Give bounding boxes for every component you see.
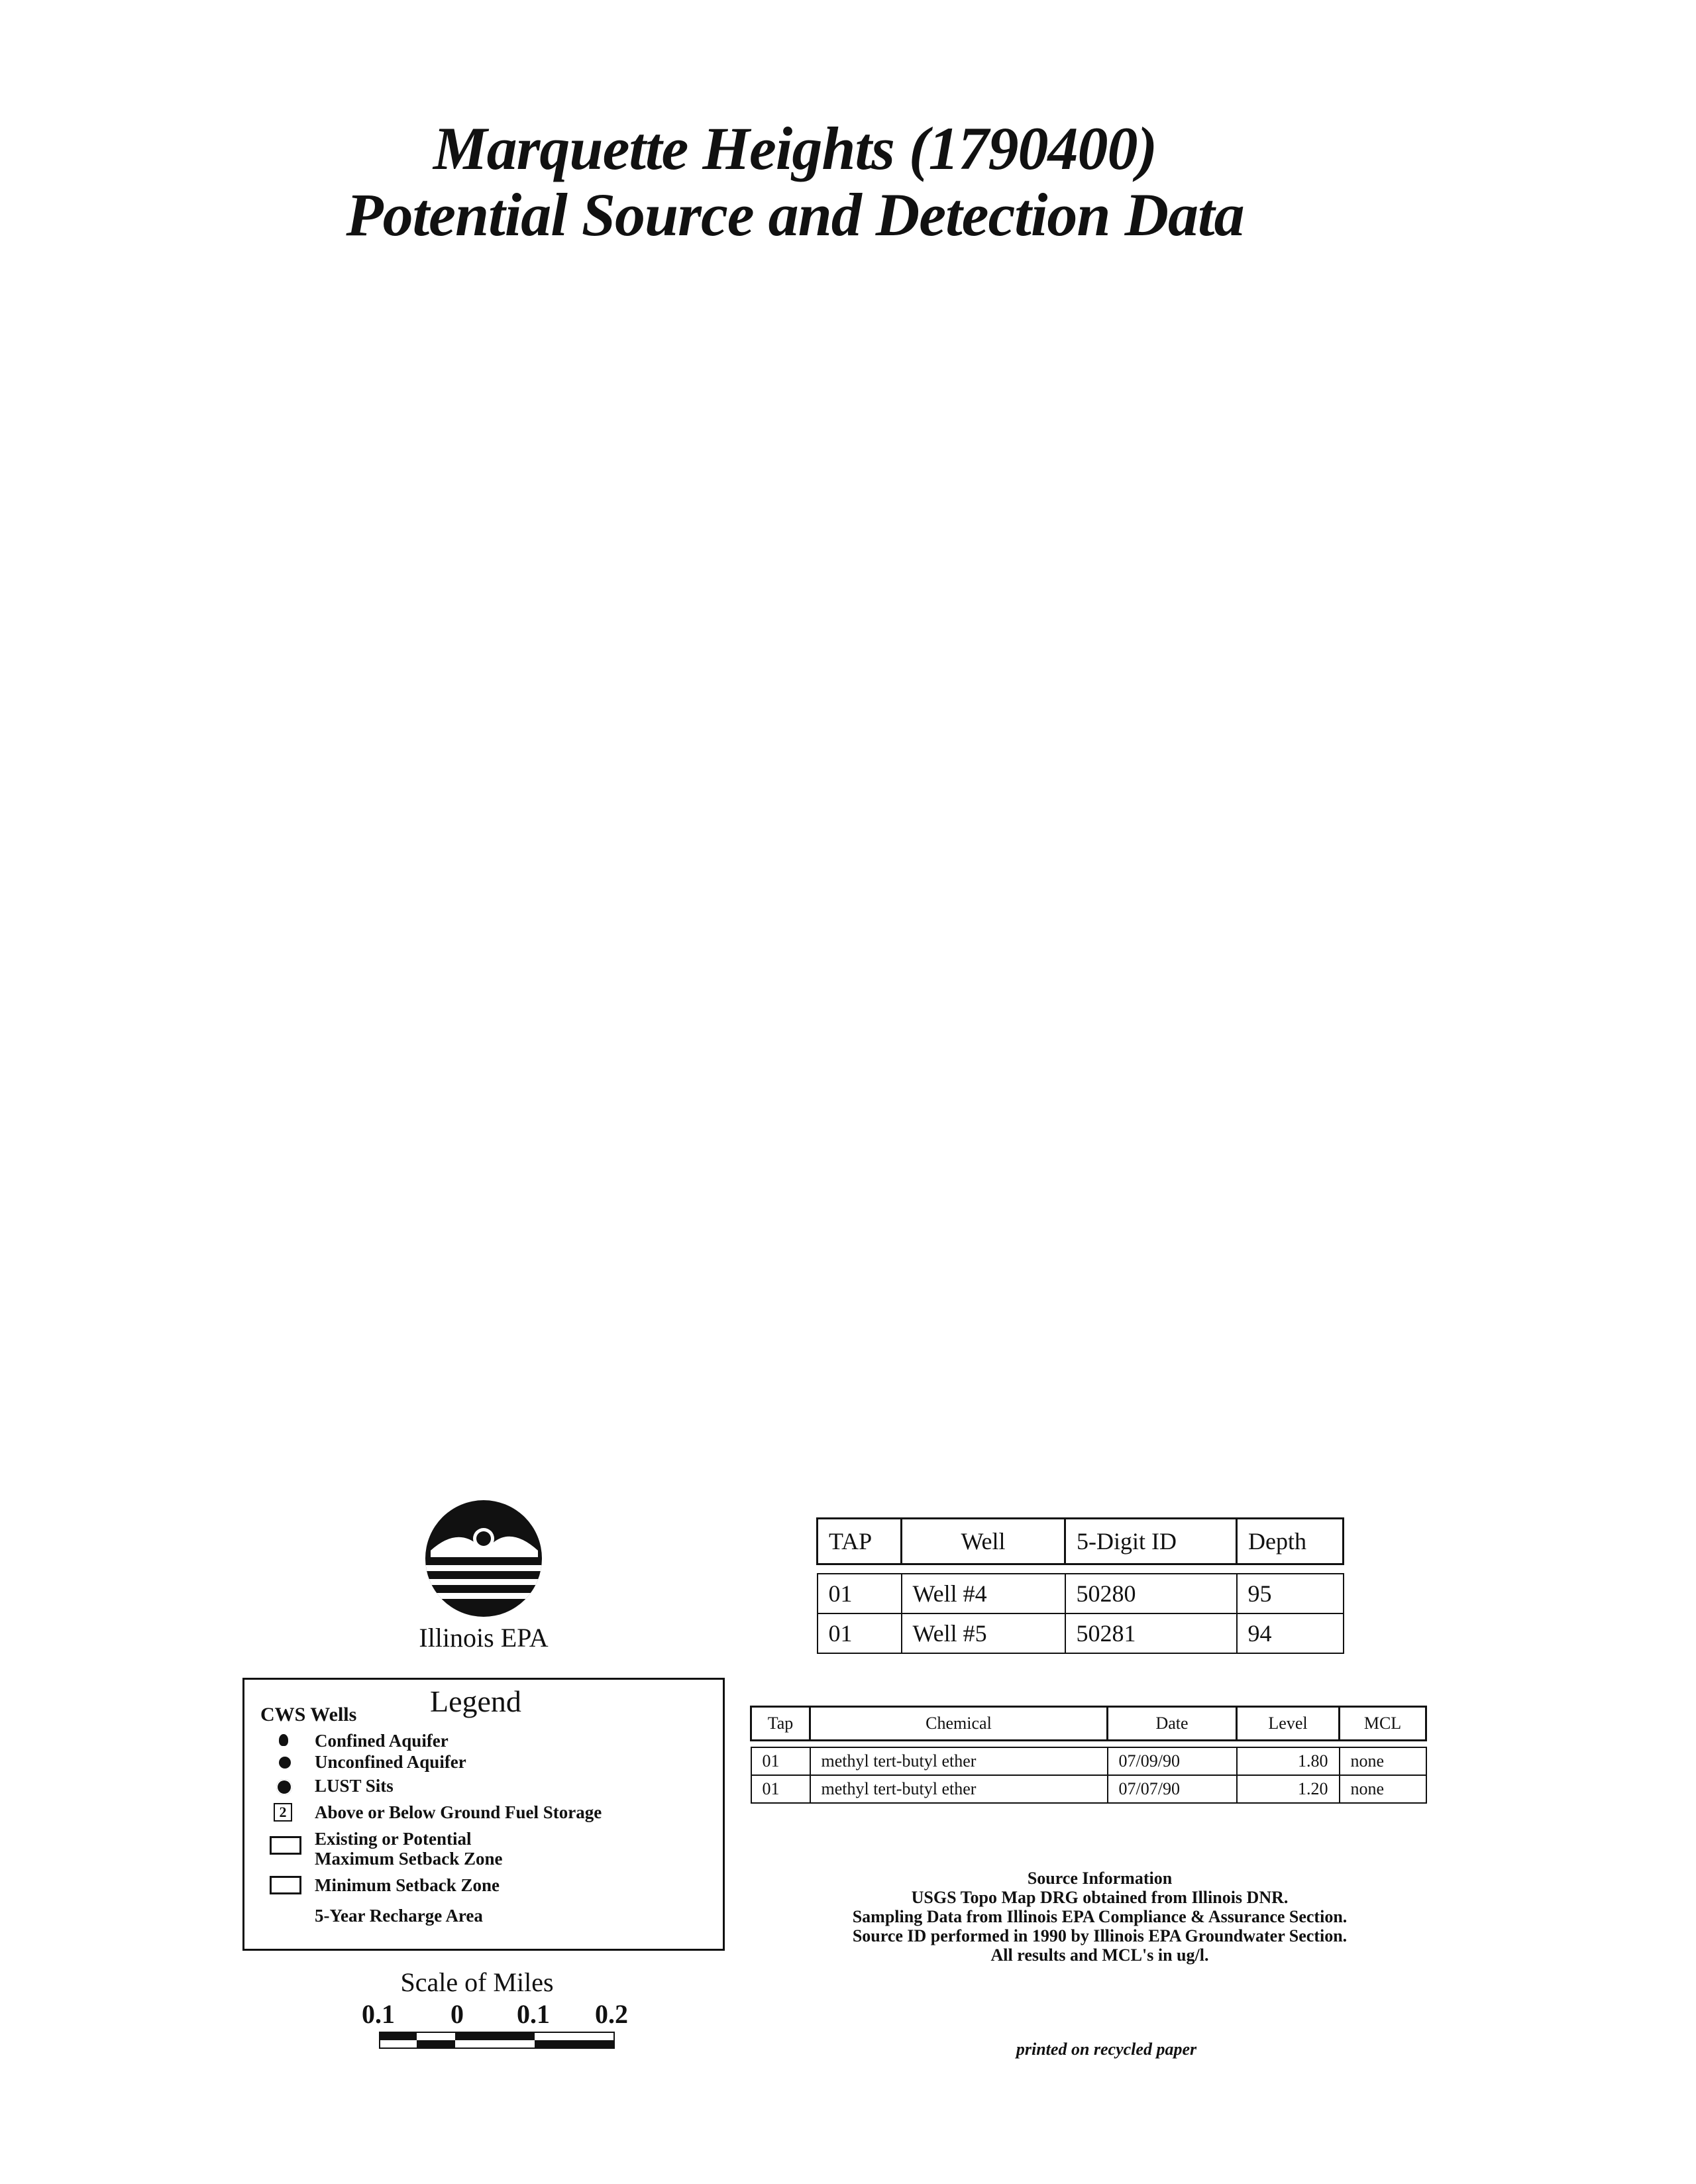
table-row: [818, 1574, 1344, 1613]
cell-date: 07/09/90: [1108, 1747, 1237, 1775]
legend-cws-wells: CWS Wells: [260, 1704, 357, 1725]
page-title-line-1: Marquette Heights (1790400): [433, 115, 1157, 182]
cell-depth: 94: [1237, 1613, 1344, 1653]
table-row: [751, 1747, 1426, 1775]
legend-label-recharge-area: 5-Year Recharge Area: [315, 1906, 483, 1926]
source-line: USGS Topo Map DRG obtained from Illinois DNR.: [911, 1888, 1289, 1908]
cell-level: 1.20: [1237, 1775, 1340, 1803]
scale-bar: [379, 2032, 615, 2049]
col-header-tap: Tap: [751, 1707, 810, 1741]
legend-box: [242, 1678, 725, 1951]
col-header-mcl: MCL: [1340, 1707, 1426, 1741]
recycled-paper-note: printed on recycled paper: [1016, 2040, 1197, 2059]
col-header-id: 5-Digit ID: [1065, 1519, 1237, 1564]
confined-aquifer-icon: [279, 1734, 288, 1746]
table-row: [818, 1613, 1344, 1653]
scale-tick: 0: [450, 1999, 464, 2029]
min-setback-zone-icon: [270, 1876, 301, 1894]
source-information: [768, 1869, 1431, 1965]
cell-mcl: none: [1340, 1775, 1426, 1803]
page-title-line-2: Potential Source and Detection Data: [346, 181, 1244, 248]
agency-name: Illinois EPA: [419, 1623, 549, 1653]
legend-label-max-setback-2: Maximum Setback Zone: [315, 1849, 503, 1869]
legend-label-confined: Confined Aquifer: [315, 1731, 449, 1751]
cell-well: Well #5: [902, 1613, 1065, 1653]
col-header-tap: TAP: [818, 1519, 902, 1564]
legend-label-unconfined: Unconfined Aquifer: [315, 1752, 466, 1772]
source-line: Source ID performed in 1990 by Illinois EPA Groundwater Section.: [852, 1926, 1348, 1946]
scale-title: Scale of Miles: [400, 1967, 554, 1997]
cell-level: 1.80: [1237, 1747, 1340, 1775]
cell-tap: 01: [818, 1613, 902, 1653]
source-line: Sampling Data from Illinois EPA Compliance & Assurance Section.: [852, 1907, 1348, 1927]
table-row: [751, 1775, 1426, 1803]
legend-label-lust: LUST Sits: [315, 1776, 394, 1796]
lust-site-icon: [276, 1779, 292, 1795]
max-setback-zone-icon: [270, 1836, 301, 1855]
unconfined-aquifer-icon: [279, 1757, 291, 1769]
cell-mcl: none: [1340, 1747, 1426, 1775]
well-table: [816, 1517, 1344, 1654]
cell-tap: 01: [818, 1574, 902, 1613]
legend-title: Legend: [430, 1684, 521, 1718]
col-header-chemical: Chemical: [810, 1707, 1108, 1741]
table-header-row: [818, 1519, 1344, 1564]
legend-label-min-setback: Minimum Setback Zone: [315, 1875, 500, 1895]
col-header-well: Well: [902, 1519, 1065, 1564]
col-header-date: Date: [1108, 1707, 1237, 1741]
legend-label-fuel-storage: Above or Below Ground Fuel Storage: [315, 1802, 602, 1822]
cell-depth: 95: [1237, 1574, 1344, 1613]
cell-tap: 01: [751, 1747, 810, 1775]
col-header-level: Level: [1237, 1707, 1340, 1741]
source-title: Source Information: [1027, 1869, 1173, 1888]
chemical-table: [750, 1706, 1427, 1804]
fuel-storage-icon: 2: [274, 1803, 292, 1822]
legend-label-max-setback-1: Existing or Potential: [315, 1829, 472, 1849]
table-header-row: [751, 1707, 1426, 1741]
scale-tick: 0.1: [362, 1999, 395, 2029]
illinois-epa-logo-icon: [424, 1499, 543, 1618]
cell-well: Well #4: [902, 1574, 1065, 1613]
cell-id: 50280: [1065, 1574, 1237, 1613]
cell-chemical: methyl tert-butyl ether: [810, 1775, 1108, 1803]
scale-tick: 0.1: [517, 1999, 550, 2029]
scale-tick: 0.2: [595, 1999, 628, 2029]
cell-date: 07/07/90: [1108, 1775, 1237, 1803]
col-header-depth: Depth: [1237, 1519, 1344, 1564]
source-line: All results and MCL's in ug/l.: [990, 1945, 1209, 1965]
cell-chemical: methyl tert-butyl ether: [810, 1747, 1108, 1775]
cell-id: 50281: [1065, 1613, 1237, 1653]
cell-tap: 01: [751, 1775, 810, 1803]
